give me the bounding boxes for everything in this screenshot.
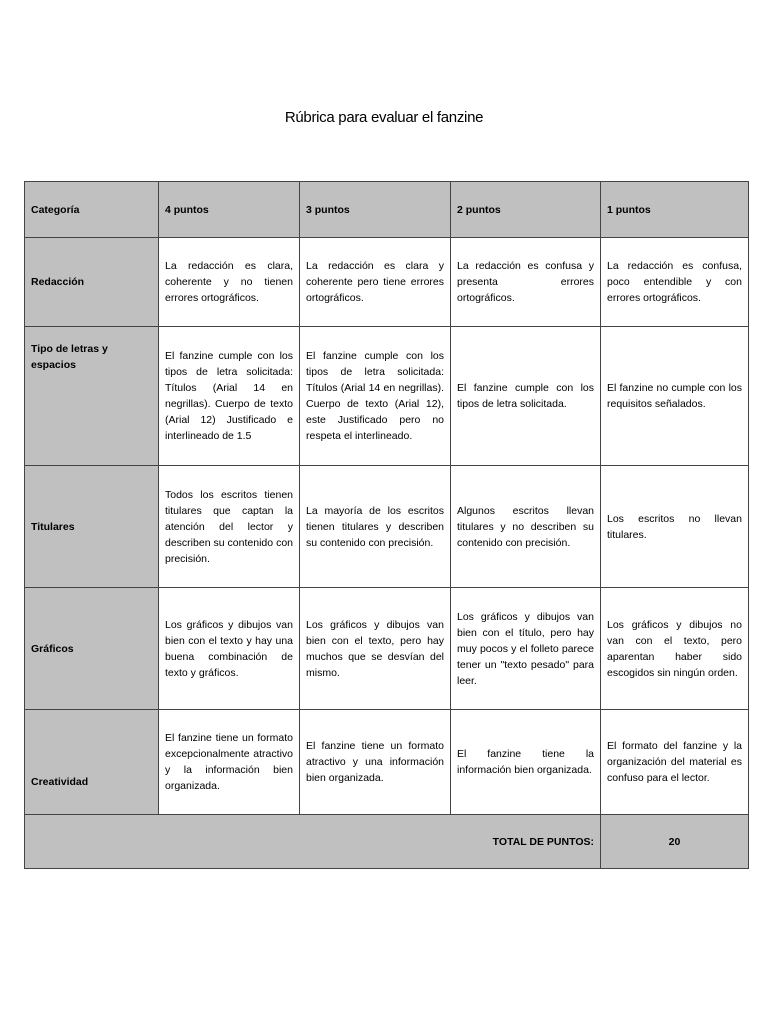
score-cell: El fanzine no cumple con los requisitos señalados. (601, 327, 749, 466)
score-cell: La mayoría de los escritos tienen titulares y describen su contenido con precisión. (300, 466, 451, 588)
score-cell: Algunos escritos llevan titulares y no describen su contenido con precisión. (451, 466, 601, 588)
table-row (25, 710, 749, 815)
score-cell: La redacción es confusa, poco entendible y con errores ortográficos. (601, 238, 749, 327)
header-3-points: 3 puntos (300, 182, 451, 238)
score-cell: El fanzine tiene la información bien organizada. (451, 710, 601, 815)
category-cell: Tipo de letras y espacios (25, 327, 159, 466)
score-cell: La redacción es clara y coherente pero tiene errores ortográficos. (300, 238, 451, 327)
header-1-points: 1 puntos (601, 182, 749, 238)
table-row (25, 238, 749, 327)
page-title: Rúbrica para evaluar el fanzine (284, 109, 484, 126)
header-row (25, 182, 749, 238)
table-row (25, 588, 749, 710)
rubric-table (24, 181, 749, 869)
category-cell: Gráficos (25, 588, 159, 710)
score-cell: Todos los escritos tienen titulares que captan la atención del lector y describen su contenido con precisión. (159, 466, 300, 588)
header-4-points: 4 puntos (159, 182, 300, 238)
score-cell: El fanzine tiene un formato excepcionalmente atractivo y la información bien organizada. (159, 710, 300, 815)
score-cell: El formato del fanzine y la organización del material es confuso para el lector. (601, 710, 749, 815)
header-2-points: 2 puntos (451, 182, 601, 238)
score-cell: El fanzine cumple con los tipos de letra solicitada: Títulos (Arial 14 en negrillas). Cuerpo de texto (Arial 12) Justificado e interlineado de 1.5 (159, 327, 300, 466)
category-cell: Redacción (25, 238, 159, 327)
category-cell: Creatividad (25, 710, 159, 815)
score-cell: El fanzine cumple con los tipos de letra solicitada: Títulos (Arial 14 en negrillas). Cuerpo de texto (Arial 12), este Justificado pero no respeta el interlineado. (300, 327, 451, 466)
table-row (25, 327, 749, 466)
total-value: 20 (601, 815, 749, 869)
score-cell: Los gráficos y dibujos van bien con el texto y hay una buena combinación de texto y gráficos. (159, 588, 300, 710)
total-row (25, 815, 749, 869)
score-cell: Los gráficos y dibujos van bien con el texto, pero hay muchos que se desvían del mismo. (300, 588, 451, 710)
score-cell: La redacción es confusa y presenta errores ortográficos. (451, 238, 601, 327)
total-label: TOTAL DE PUNTOS: (25, 815, 601, 869)
score-cell: Los escritos no llevan titulares. (601, 466, 749, 588)
category-cell: Titulares (25, 466, 159, 588)
score-cell: Los gráficos y dibujos van bien con el título, pero hay muy pocos y el folleto parece tener un "texto pesado" para leer. (451, 588, 601, 710)
score-cell: El fanzine tiene un formato atractivo y una información bien organizada. (300, 710, 451, 815)
score-cell: El fanzine cumple con los tipos de letra solicitada. (451, 327, 601, 466)
score-cell: La redacción es clara, coherente y no tienen errores ortográficos. (159, 238, 300, 327)
table-row (25, 466, 749, 588)
header-category: Categoría (25, 182, 159, 238)
score-cell: Los gráficos y dibujos no van con el texto, pero aparentan haber sido escogidos sin ningún orden. (601, 588, 749, 710)
